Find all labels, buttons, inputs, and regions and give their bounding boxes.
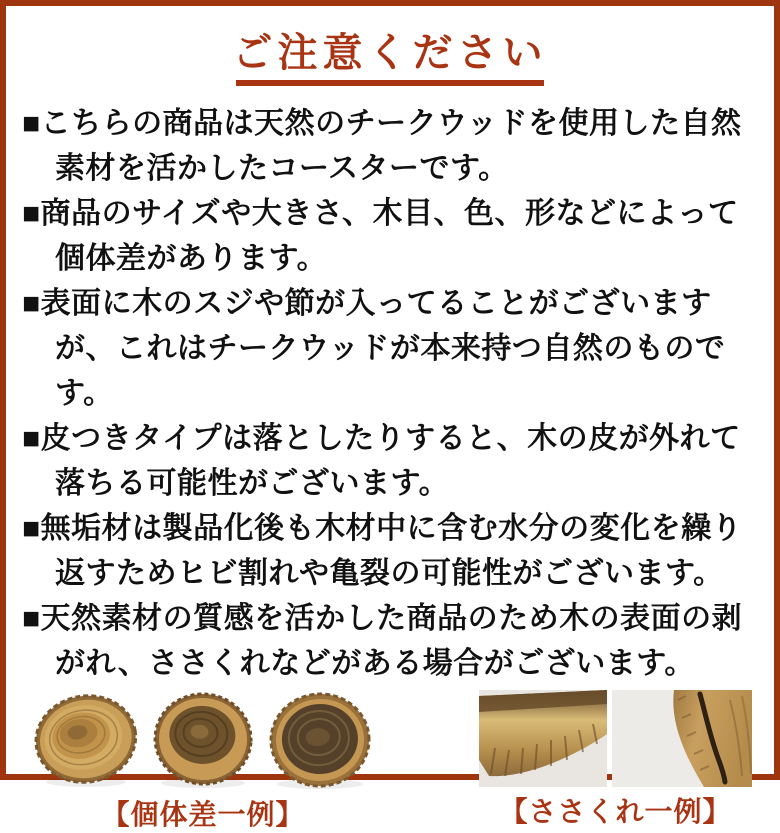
- example-photos-section: [6, 686, 774, 833]
- notice-item: ■皮つきタイプは落としたりすると、木の皮が外れて落ちる可能性がございます。: [22, 422, 741, 500]
- coaster-photo-light: [30, 690, 142, 790]
- bark-edge-closeup-photo: [479, 690, 607, 787]
- variation-caption: 【個体差一例】: [101, 799, 305, 830]
- splinter-photo-row: [479, 690, 752, 787]
- notice-list: [6, 101, 774, 686]
- coaster-photo-dark: [264, 690, 376, 790]
- notice-item: ■こちらの商品は天然のチークウッドを使用した自然素材を活かしたコースターです。: [22, 107, 742, 185]
- variation-examples-group: [30, 690, 376, 833]
- notice-item: ■表面に木のスジや節が入ってることがございますが、これはチークウッドが本来持つ自然のものです。: [22, 287, 726, 410]
- page-title: ご注意ください: [232, 31, 548, 75]
- splinter-caption: 【ささくれ一例】: [499, 796, 732, 827]
- title-underline: [236, 80, 544, 86]
- notice-item: ■天然素材の質感を活かした商品のため木の表面の剥がれ、ささくれなどがある場合がございます。: [22, 602, 743, 680]
- notice-item: ■無垢材は製品化後も木材中に含む水分の変化を繰り返すためヒビ割れや亀裂の可能性がございます。: [22, 512, 743, 590]
- splinter-examples-group: [479, 690, 752, 830]
- coaster-photo-medium: [147, 690, 259, 790]
- variation-photo-row: [30, 690, 376, 790]
- crack-closeup-photo: [612, 690, 752, 787]
- notice-item: ■商品のサイズや大きさ、木目、色、形などによって個体差があります。: [22, 197, 739, 275]
